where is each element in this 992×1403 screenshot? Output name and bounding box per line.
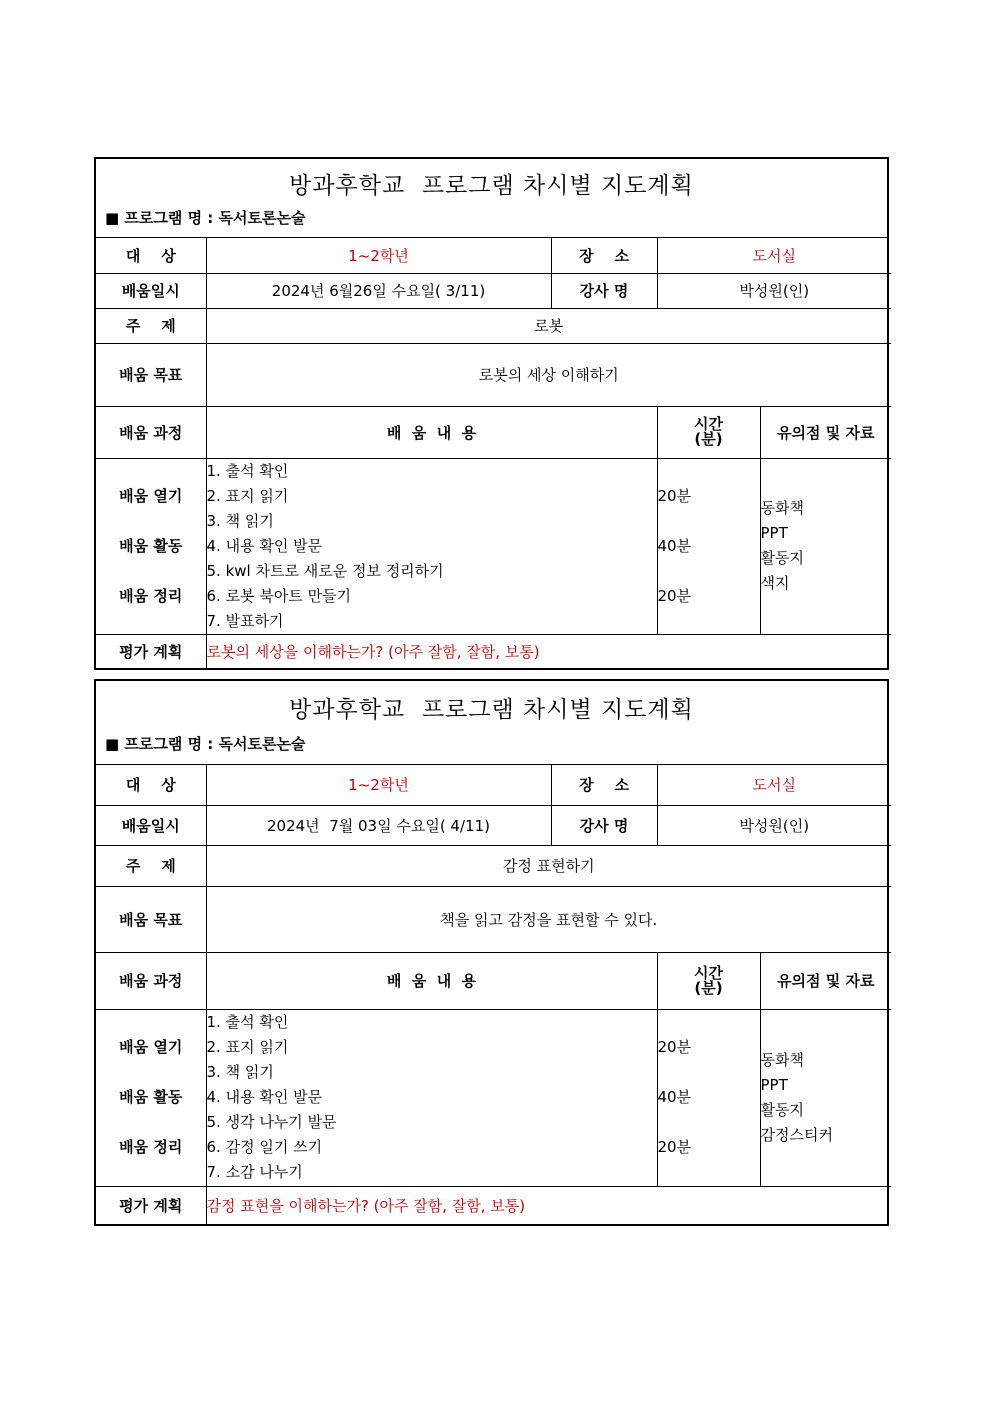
- material-item: 동화책: [760, 499, 804, 517]
- materials-label: 유의점 및 자료: [760, 406, 891, 458]
- material-item: 감정스티커: [760, 1125, 833, 1144]
- step-item: 3. 책 읽기: [206, 1063, 274, 1081]
- topic-value: 감정 표현하기: [206, 845, 891, 886]
- step-item: 5. kwl 차트로 새로운 정보 정리하기: [206, 561, 444, 580]
- plan-table: [96, 238, 891, 668]
- time-item: 20분: [657, 1038, 692, 1056]
- place-value: 도서실: [657, 765, 891, 805]
- time-label: 시간 (분): [657, 406, 760, 458]
- time-list: [657, 458, 760, 634]
- time-label: 시간 (분): [657, 952, 760, 1009]
- material-item: 동화책: [760, 1050, 804, 1069]
- plan-header: [96, 681, 887, 765]
- phase-item: 배움 정리: [119, 1138, 183, 1156]
- plan-header: [96, 159, 887, 238]
- step-item: 7. 발표하기: [206, 611, 284, 630]
- step-item: 1. 출석 확인: [206, 461, 289, 480]
- page-title: 방과후학교 프로그램 차시별 지도계획: [289, 697, 694, 723]
- process-label: 배움 과정: [96, 406, 206, 458]
- step-item: 2. 표지 읽기: [206, 486, 289, 505]
- material-item: 색지: [760, 574, 790, 592]
- time-item: 20분: [657, 486, 692, 505]
- topic-label: 주 제: [96, 845, 206, 886]
- place-label: 장 소: [551, 238, 657, 273]
- content-label: 배 움 내 용: [206, 406, 657, 458]
- date-value: 2024년 7월 03일 수요일( 4/11): [206, 805, 551, 845]
- evaluation-label: 평가 계획: [96, 1186, 206, 1224]
- target-label: 대 상: [96, 238, 206, 273]
- phase-list: [96, 1009, 206, 1186]
- material-list: [760, 1009, 891, 1186]
- plan-table: [96, 765, 891, 1224]
- lesson-plan-1: [94, 157, 889, 670]
- step-item: 6. 로봇 북아트 만들기: [206, 586, 352, 605]
- material-item: 활동지: [760, 549, 804, 567]
- material-item: 활동지: [760, 1100, 804, 1119]
- phase-list: [96, 458, 206, 634]
- topic-label: 주 제: [96, 308, 206, 343]
- target-label: 대 상: [96, 765, 206, 805]
- phase-item: 배움 정리: [119, 586, 183, 605]
- place-value: 도서실: [657, 238, 891, 273]
- goal-label: 배움 목표: [96, 343, 206, 406]
- phase-item: 배움 활동: [119, 536, 183, 555]
- place-label: 장 소: [551, 765, 657, 805]
- step-item: 7. 소감 나누기: [206, 1163, 303, 1181]
- target-value: 1~2학년: [206, 765, 551, 805]
- materials-label: 유의점 및 자료: [760, 952, 891, 1009]
- goal-label: 배움 목표: [96, 886, 206, 952]
- instructor-value: 박성원(인): [657, 805, 891, 845]
- time-item: 20분: [657, 1138, 692, 1156]
- program-name: ■ 프로그램 명 : 독서토론논술: [105, 735, 306, 753]
- step-item: 6. 감정 일기 쓰기: [206, 1138, 323, 1156]
- step-list: [206, 458, 657, 634]
- date-label: 배움일시: [96, 273, 206, 308]
- goal-value: 책을 읽고 감정을 표현할 수 있다.: [206, 886, 891, 952]
- process-label: 배움 과정: [96, 952, 206, 1009]
- evaluation-label: 평가 계획: [96, 634, 206, 668]
- lesson-plan-2: [94, 679, 889, 1226]
- target-value: 1~2학년: [206, 238, 551, 273]
- step-item: 4. 내용 확인 발문: [206, 536, 323, 555]
- goal-value: 로봇의 세상 이해하기: [206, 343, 891, 406]
- step-list: [206, 1009, 657, 1186]
- time-item: 40분: [657, 536, 692, 555]
- evaluation-value: 감정 표현을 이해하는가? (아주 잘함, 잘함, 보통): [206, 1186, 891, 1224]
- phase-item: 배움 열기: [119, 1038, 183, 1056]
- program-name: ■ 프로그램 명 : 독서토론논술: [105, 209, 306, 227]
- step-item: 4. 내용 확인 발문: [206, 1088, 323, 1106]
- page-title: 방과후학교 프로그램 차시별 지도계획: [289, 173, 694, 199]
- content-label: 배 움 내 용: [206, 952, 657, 1009]
- phase-item: 배움 활동: [119, 1088, 183, 1106]
- instructor-value: 박성원(인): [657, 273, 891, 308]
- step-item: 1. 출석 확인: [206, 1013, 289, 1031]
- phase-item: 배움 열기: [119, 486, 183, 505]
- material-list: [760, 458, 891, 634]
- evaluation-value: 로봇의 세상을 이해하는가? (아주 잘함, 잘함, 보통): [206, 634, 891, 668]
- time-item: 40분: [657, 1088, 692, 1106]
- time-item: 20분: [657, 586, 692, 605]
- date-value: 2024년 6월26일 수요일( 3/11): [206, 273, 551, 308]
- date-label: 배움일시: [96, 805, 206, 845]
- step-item: 3. 책 읽기: [206, 511, 274, 530]
- instructor-label: 강사 명: [551, 805, 657, 845]
- step-item: 5. 생각 나누기 발문: [206, 1113, 337, 1131]
- material-item: PPT: [760, 524, 788, 542]
- topic-value: 로봇: [206, 308, 891, 343]
- material-item: PPT: [760, 1075, 788, 1094]
- instructor-label: 강사 명: [551, 273, 657, 308]
- time-list: [657, 1009, 760, 1186]
- step-item: 2. 표지 읽기: [206, 1038, 289, 1056]
